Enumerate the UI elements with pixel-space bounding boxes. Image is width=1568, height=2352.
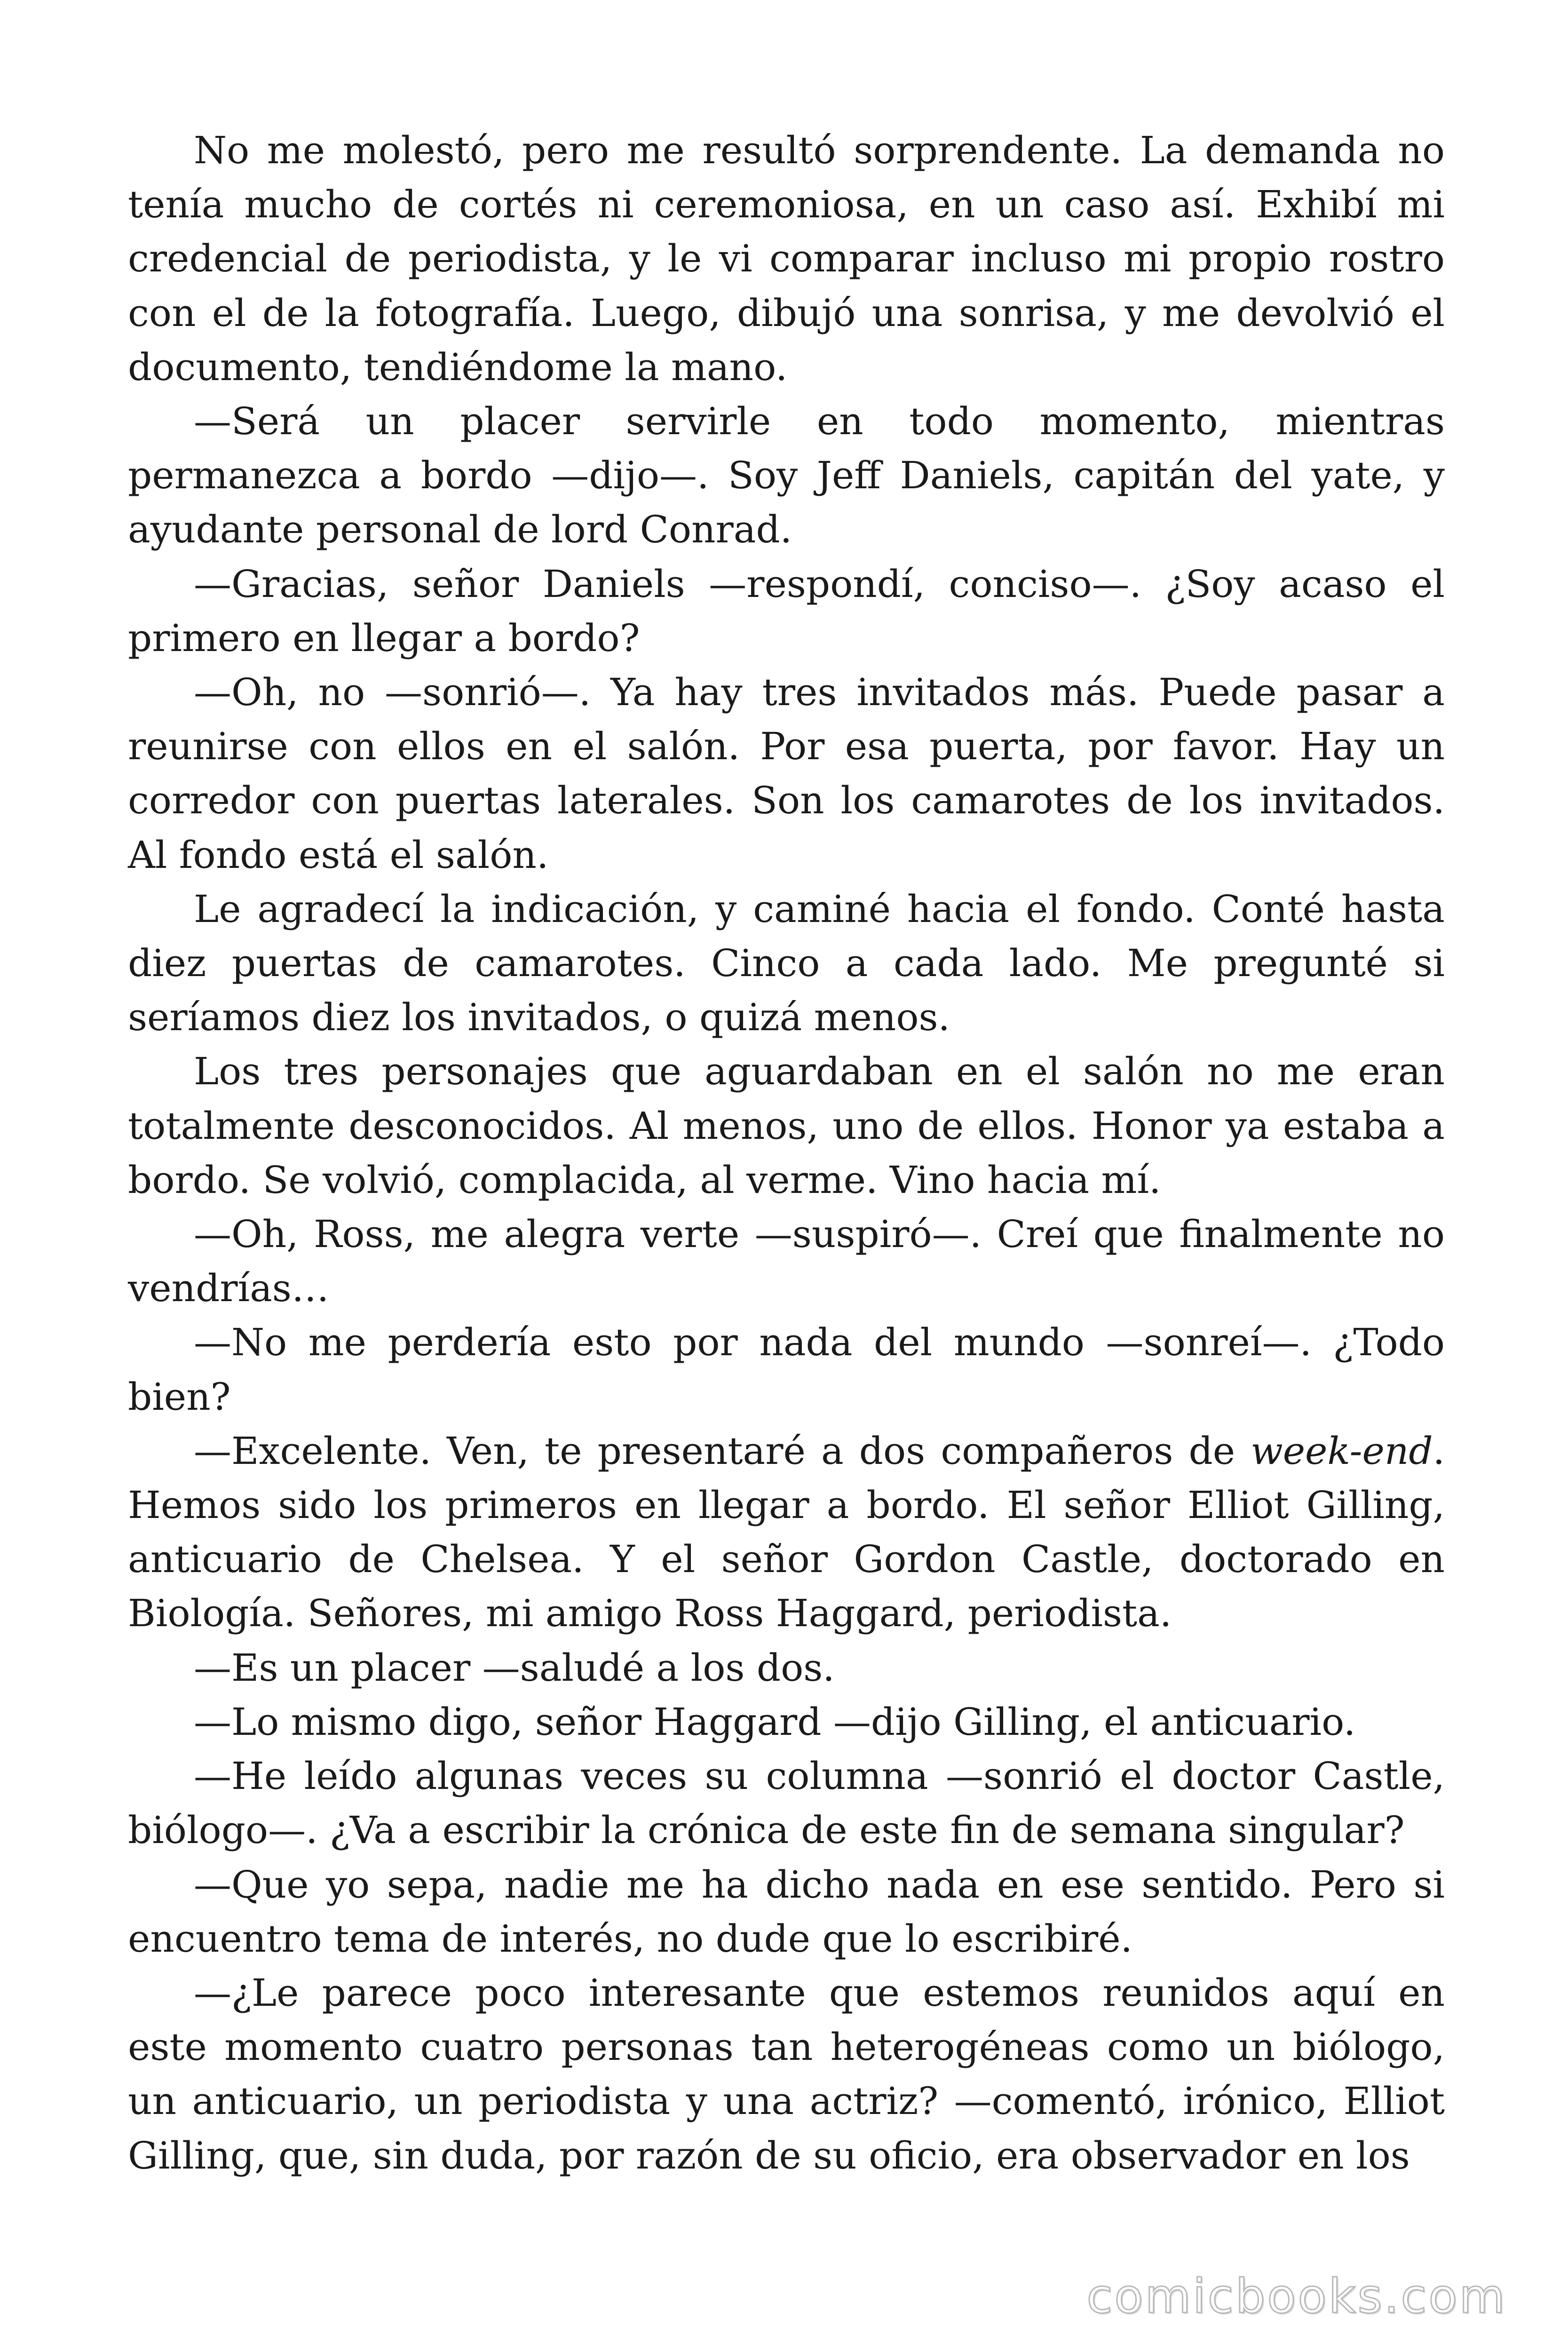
paragraph: —Será un placer servirle en todo momento, mientras permanezca a bordo —dijo—. Soy Jeff Daniels, capitán del yate, y ayudante personal de lord Conrad. <box>128 399 1445 552</box>
watermark: comicbooks.com <box>1086 2269 1507 2324</box>
paragraph: No me molestó, pero me resultó sorprendente. La demanda no tenía mucho de cortés ni ceremoniosa, en un caso así. Exhibí mi credencial de periodista, y le vi comparar incluso mi propio rostro con el de la fotografía. Luego, dibujó una sonrisa, y me devolvió el documento, tendiéndome la mano. <box>128 128 1445 389</box>
paragraph-text: . Hemos sido los primeros en llegar a bordo. El señor Elliot Gilling, anticuario de Chelsea. Y el señor Gordon Castle, doctorado en Biología. Señores, mi amigo Ross Haggard, periodista. <box>128 1429 1445 1636</box>
paragraph: —He leído algunas veces su columna —sonrió el doctor Castle, biólogo—. ¿Va a escribir la crónica de este fin de semana singular? <box>128 1754 1445 1852</box>
paragraph: —Oh, no —sonrió—. Ya hay tres invitados más. Puede pasar a reunirse con ellos en el salón. Por esa puerta, por favor. Hay un corredor con puertas laterales. Son los camarotes de los invitados. Al fondo está el salón. <box>128 670 1445 877</box>
paragraph: —Que yo sepa, nadie me ha dicho nada en ese sentido. Pero si encuentro tema de interés, no dude que lo escribiré. <box>128 1862 1445 1961</box>
paragraph: —¿Le parece poco interesante que estemos reunidos aquí en este momento cuatro personas tan heterogéneas como un biólogo, un anticuario, un periodista y una actriz? —comentó, irónico, Elliot Gilling, que, sin duda, por razón de su oficio, era observador en los <box>128 1971 1445 2177</box>
paragraph: Le agradecí la indicación, y caminé hacia el fondo. Conté hasta diez puertas de camarotes. Cinco a cada lado. Me pregunté si seríamos diez los invitados, o quizá menos. <box>128 887 1445 1040</box>
paragraph <box>128 1424 1445 1641</box>
body-text <box>128 123 1445 2183</box>
paragraph: Los tres personajes que aguardaban en el salón no me eran totalmente desconocidos. Al menos, uno de ellos. Honor ya estaba a bordo. Se volvió, complacida, al verme. Vino hacia mí. <box>128 1049 1445 1202</box>
italic-term: week-end <box>1251 1429 1433 1473</box>
paragraph: —No me perdería esto por nada del mundo —sonreí—. ¿Todo bien? <box>128 1320 1445 1419</box>
paragraph: —Gracias, señor Daniels —respondí, conciso—. ¿Soy acaso el primero en llegar a bordo? <box>128 562 1445 660</box>
paragraph-text: —Excelente. Ven, te presentaré a dos compañeros de <box>194 1429 1251 1473</box>
paragraph: —Lo mismo digo, señor Haggard —dijo Gilling, el anticuario. <box>194 1700 1356 1744</box>
paragraph: —Oh, Ross, me alegra verte —suspiró—. Creí que finalmente no vendrías… <box>128 1212 1445 1311</box>
paragraph: —Es un placer —saludé a los dos. <box>194 1645 835 1690</box>
